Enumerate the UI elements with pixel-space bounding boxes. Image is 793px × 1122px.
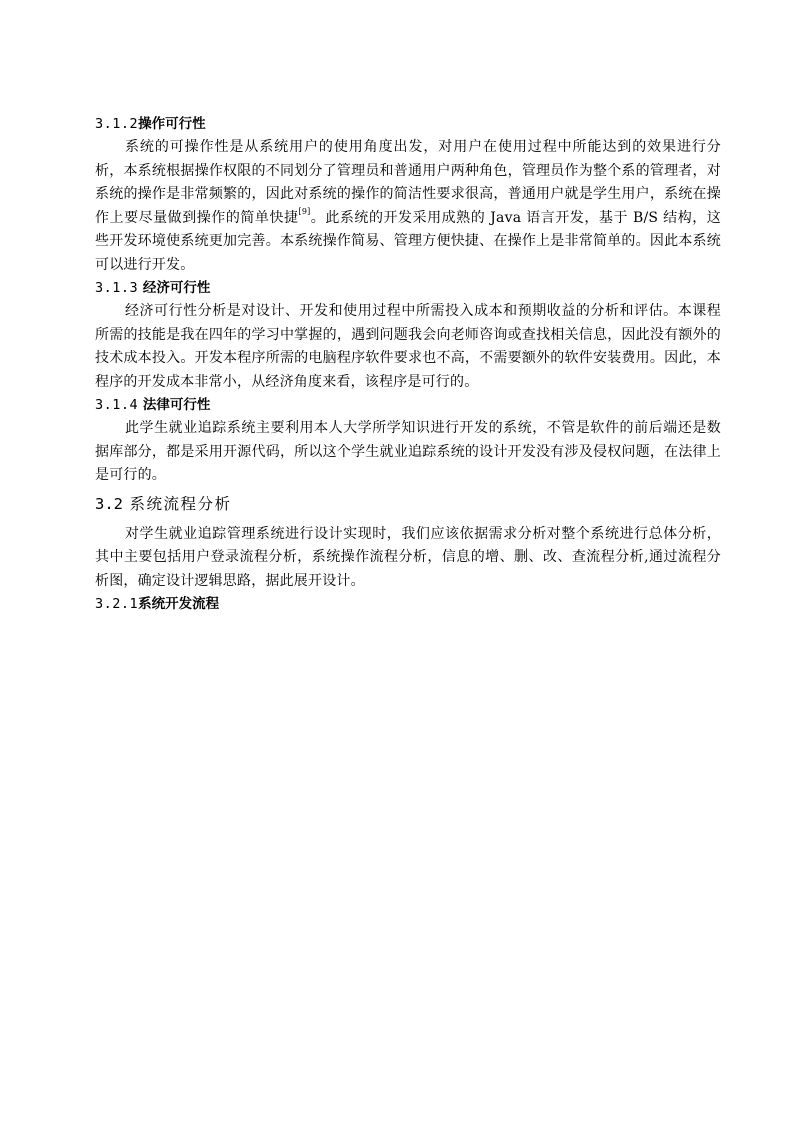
heading-title: 系统流程分析 [129,494,232,513]
heading-title: 法律可行性 [142,397,211,413]
heading-number: 3.2.1 [95,596,139,612]
heading-3-2 [95,492,721,516]
paragraph-process-analysis: 对学生就业追踪管理系统进行设计实现时，我们应该依据需求分析对整个系统进行总体分析，其中主要包括用户登录流程分析，系统操作流程分析，信息的增、删、改、查流程分析,通过流程分析图，确定设计逻辑思路，据此展开设计。 [95,525,721,589]
paragraph-operational-feasibility [95,136,721,277]
heading-number: 3.1.2 [95,116,139,132]
heading-title: 经济可行性 [142,280,211,296]
paragraph-economic-feasibility: 经济可行性分析是对设计、开发和使用过程中所需投入成本和预期收益的分析和评估。本课程所需的技能是我在四年的学习中掌握的，遇到问题我会向老师咨询或查找相关信息，因此没有额外的技术成本投入。开发本程序所需的电脑程序软件要求也不高，不需要额外的软件安装费用。因此，本程序的开发成本非常小，从经济角度来看，该程序是可行的。 [95,303,721,390]
heading-3-1-4 [95,394,721,417]
page-content [95,113,721,616]
heading-title: 系统开发流程 [138,596,220,612]
heading-number: 3.1.4 [95,397,139,413]
paragraph-text: 。此系统的开发采用成熟的 Java 语言开发，基于 B/S 结构，这些开发环境使系统更加完善。本系统操作简易、管理方便快捷、在操作上是非常简单的。因此本系统可以进行开发。 [95,209,721,273]
heading-3-2-1 [95,593,721,616]
paragraph-text: 系统的可操作性是从系统用户的使用角度出发，对用户在使用过程中所能达到的效果进行分析，本系统根据操作权限的不同划分了管理员和普通用户两种角色，管理员作为整个系的管理者，对系统的操作是非常频繁的，因此对系统的操作的简洁性要求很高，普通用户就是学生用户，系统在操作上要尽量做到操作的简单快捷 [95,139,721,226]
citation-reference: [9] [298,206,311,216]
heading-number: 3.2 [95,494,123,513]
heading-3-1-2 [95,113,721,136]
paragraph-legal-feasibility: 此学生就业追踪系统主要利用本人大学所学知识进行开发的系统，不管是软件的前后端还是数据库部分，都是采用开源代码，所以这个学生就业追踪系统的设计开发没有涉及侵权问题，在法律上是可行的。 [95,420,721,483]
heading-number: 3.1.3 [95,280,139,296]
heading-title: 操作可行性 [138,116,206,132]
heading-3-1-3 [95,277,721,300]
